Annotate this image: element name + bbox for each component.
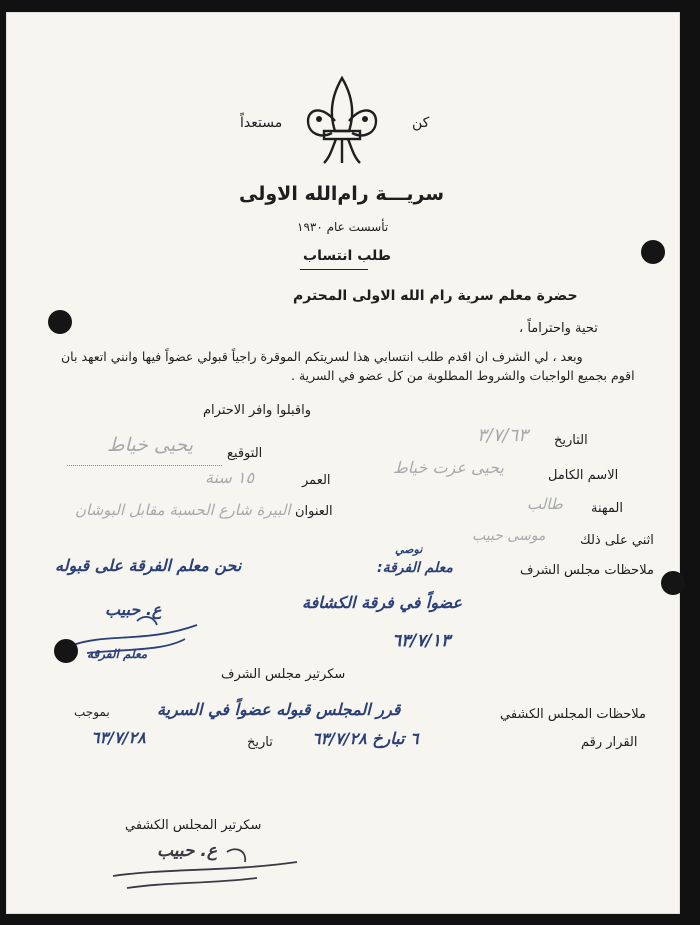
leader-title: معلم الفرقة [87, 647, 148, 661]
decision-date-text: ٦٣/٧/٢٨ [91, 728, 146, 747]
punch-hole [48, 310, 72, 334]
greeting: تحية واحتراماً ، [519, 321, 598, 336]
troop-title: سريـــة رام‌الله الاولى [239, 183, 445, 205]
motto-left: كن [412, 115, 430, 131]
age-pencil: ١٥ سنة [205, 468, 255, 487]
fleur-de-lis-emblem [302, 73, 382, 168]
signature-pencil: يحيى خياط [107, 434, 194, 456]
honor-notes-label: ملاحظات مجلس الشرف [520, 563, 654, 578]
decision-date-label: تاريخ [247, 735, 273, 750]
closing: واقبلوا وافر الاحترام [203, 403, 312, 418]
motto-right: مستعداً [240, 115, 283, 131]
body-line-1: وبعد ، لي الشرف ان اقدم طلب انتسابي هذا لسريتكم الموقرة راجياً قبولي عضواً فيها وانني اتعهد بان [61, 349, 583, 364]
form-title: طلب انتساب [303, 248, 391, 264]
honor-notes-line-1: نحن معلم الفرقة على قبوله [55, 556, 242, 575]
fullname-label: الاسم الكامل [548, 468, 619, 483]
founded-year: تأسست عام ١٩٣٠ [297, 220, 389, 234]
application-form-page [6, 12, 680, 914]
honor-notes-insert: نوصي [395, 543, 423, 556]
date-label: التاريخ [554, 433, 588, 448]
address-label: العنوان [295, 504, 333, 519]
signature-label: التوقيع [227, 446, 263, 461]
secretary-signature-text: ع. حبيب [157, 841, 217, 861]
decision-number-text: ٦ تبارخ ٦٣/٧/٢٨ [312, 729, 419, 748]
form-title-underline [300, 269, 368, 270]
date-pencil: ٣/٧/٦٣ [477, 425, 528, 446]
scout-secretary-label: سكرتير المجلس الكشفي [125, 818, 262, 833]
witness-pencil: موسى حبيب [472, 528, 546, 544]
witness-label: اثني على ذلك [580, 533, 654, 548]
signature-line [67, 465, 222, 466]
body-line-2: اقوم بجميع الواجبات والشروط المطلوبة من كل عضو في السرية . [291, 368, 635, 383]
honor-notes-prefix: معلم الفرقة: [377, 560, 453, 576]
by-order: بموجب [74, 705, 110, 719]
leader-signature-text: ع. حبيب [105, 600, 162, 619]
scout-notes-label: ملاحظات المجلس الكشفي [500, 707, 647, 722]
address-pencil: البيرة شارع الحسبة مقابل البوشان [75, 501, 291, 519]
scout-notes-text: قرر المجلس قبوله عضواً في السرية [157, 700, 401, 719]
fullname-pencil: يحيى عزت خياط [393, 458, 504, 477]
honor-secretary-label: سكرتير مجلس الشرف [221, 667, 346, 682]
occupation-label: المهنة [591, 501, 623, 516]
age-label: العمر [302, 473, 331, 488]
punch-hole [54, 639, 78, 663]
punch-hole [661, 571, 685, 595]
decision-number-label: القرار رقم [581, 735, 638, 750]
punch-hole [641, 240, 665, 264]
addressee: حضرة معلم سرية رام الله الاولى المحترم [293, 288, 578, 304]
honor-notes-date: ٦٣/٧/١٣ [392, 631, 451, 651]
occupation-pencil: طالب [527, 495, 563, 513]
honor-notes-line-2: عضواً في فرقة الكشافة [302, 593, 463, 612]
